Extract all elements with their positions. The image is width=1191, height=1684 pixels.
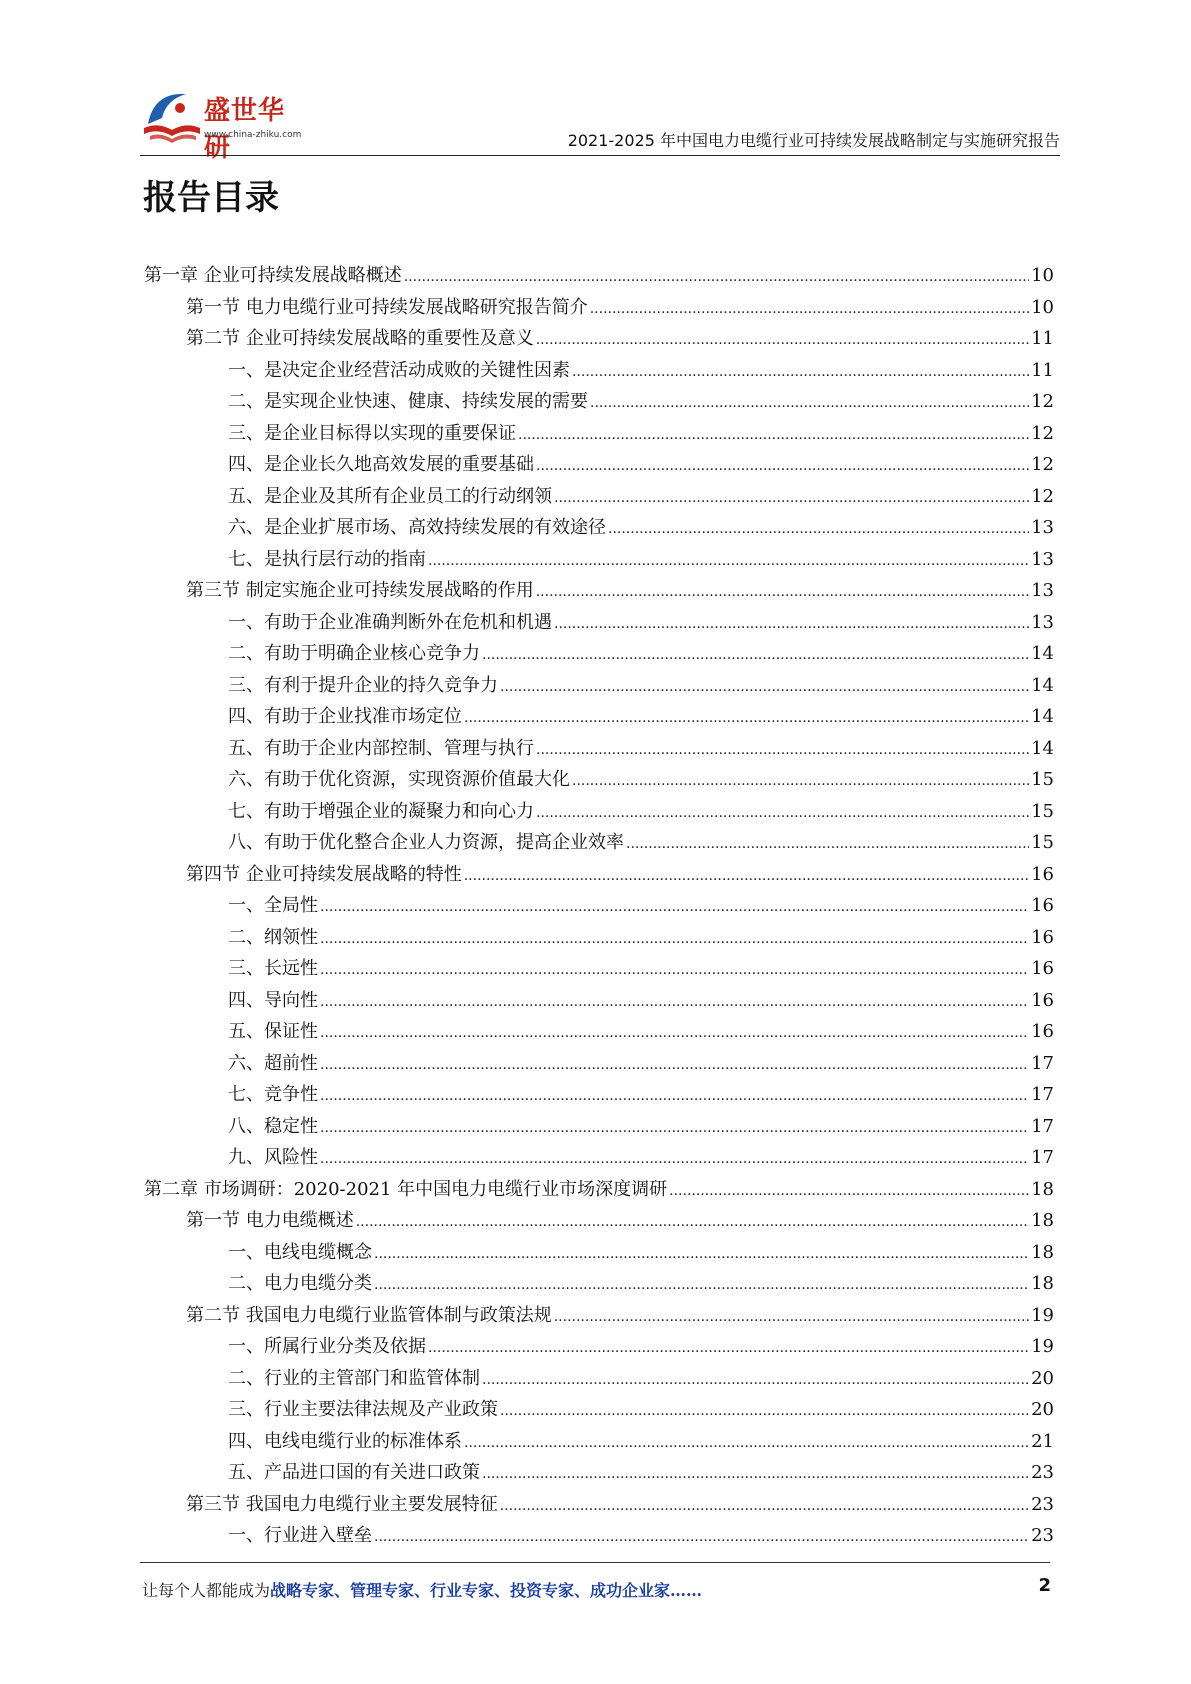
toc-dot-leader [428,1333,1029,1365]
toc-dot-leader [428,546,1029,578]
toc-dot-leader [482,1459,1029,1491]
toc-entry-title: 五、有助于企业内部控制、管理与执行 [228,737,534,759]
toc-entry-page: 23 [1031,1493,1054,1515]
toc-dot-leader [590,388,1029,420]
toc-entry-page: 11 [1031,328,1054,349]
toc-entry[interactable] [144,1205,1054,1237]
toc-entry-page: 20 [1031,1399,1054,1420]
toc-entry[interactable] [144,1111,1054,1143]
toc-entry-page: 13 [1031,548,1054,570]
toc-entry-page: 16 [1031,989,1054,1011]
brand-url: www.china-zhiku.com [204,130,302,140]
toc-entry-title: 七、是执行层行动的指南 [228,548,426,570]
toc-entry-title: 一、电线电缆概念 [228,1241,372,1263]
toc-entry-title: 一、所属行业分类及依据 [228,1336,426,1357]
page-header [140,78,1060,163]
toc-entry[interactable] [144,1363,1054,1395]
toc-entry-title: 二、纲领性 [228,926,318,948]
toc-entry[interactable] [144,1457,1054,1489]
toc-dot-leader [320,892,1029,924]
toc-entry-title: 八、稳定性 [228,1115,318,1137]
toc-entry[interactable] [144,1048,1054,1080]
toc-dot-leader [669,1176,1029,1208]
toc-entry[interactable] [144,260,1054,292]
toc-entry-title: 第二章 市场调研：2020-2021 年中国电力电缆行业市场深度调研 [144,1178,668,1200]
toc-entry-title: 第二节 企业可持续发展战略的重要性及意义 [186,328,534,349]
toc-entry-page: 23 [1031,1525,1054,1546]
toc-dot-leader [482,1365,1029,1397]
toc-dot-leader [500,1396,1029,1428]
toc-entry-page: 16 [1031,863,1054,885]
toc-entry-title: 八、有助于优化整合企业人力资源，提高企业效率 [228,832,624,853]
toc-entry-page: 19 [1031,1336,1054,1357]
toc-entry-title: 一、行业进入壁垒 [228,1525,372,1546]
toc-entry-page: 23 [1031,1462,1054,1483]
toc-entry-page: 18 [1031,1178,1054,1200]
toc-entry[interactable] [144,1520,1054,1552]
toc-dot-leader [464,703,1029,735]
toc-entry-title: 六、有助于优化资源，实现资源价值最大化 [228,769,570,790]
toc-dot-leader [404,262,1029,294]
book-swoosh-logo-icon [140,84,204,148]
toc-entry[interactable] [144,1331,1054,1363]
toc-entry-title: 六、是企业扩展市场、高效持续发展的有效途径 [228,517,606,538]
toc-dot-leader [554,483,1029,515]
toc-entry-title: 一、有助于企业准确判断外在危机和机遇 [228,611,552,633]
toc-dot-leader [464,1428,1029,1460]
toc-entry-page: 19 [1031,1304,1054,1326]
toc-dot-leader [608,514,1029,546]
page-number: 2 [1038,1575,1051,1596]
toc-entry[interactable] [144,481,1054,513]
report-title: 2021-2025 年中国电力电缆行业可持续发展战略制定与实施研究报告 [567,131,1060,150]
toc-entry[interactable] [144,701,1054,733]
toc-entry[interactable] [144,386,1054,418]
toc-dot-leader [536,451,1029,483]
toc-entry[interactable] [144,670,1054,702]
toc-dot-leader [320,955,1029,987]
toc-entry-page: 14 [1031,643,1054,664]
toc-dot-leader [320,1018,1029,1050]
toc-entry[interactable] [144,764,1054,796]
toc-entry-page: 10 [1031,265,1054,286]
toc-entry-title: 三、行业主要法律法规及产业政策 [228,1399,498,1420]
toc-entry-title: 二、是实现企业快速、健康、持续发展的需要 [228,391,588,412]
toc-entry-page: 15 [1031,832,1054,853]
toc-entry-page: 17 [1031,1052,1054,1074]
toc-dot-leader [374,1239,1029,1271]
toc-entry-title: 第二节 我国电力电缆行业监管体制与政策法规 [186,1304,552,1326]
toc-entry-title: 第三节 我国电力电缆行业主要发展特征 [186,1493,498,1515]
toc-dot-leader [320,987,1029,1019]
toc-entry-page: 12 [1031,485,1054,507]
page-title: 报告目录 [143,178,279,218]
toc-dot-leader [536,325,1029,357]
toc-entry[interactable] [144,1394,1054,1426]
toc-entry[interactable] [144,1016,1054,1048]
toc-entry-page: 12 [1031,454,1054,475]
toc-entry-title: 七、有助于增强企业的凝聚力和向心力 [228,800,534,822]
toc-dot-leader [554,609,1029,641]
toc-entry[interactable] [144,607,1054,639]
toc-dot-leader [536,577,1029,609]
toc-entry[interactable] [144,638,1054,670]
toc-entry[interactable] [144,544,1054,576]
toc-dot-leader [500,672,1029,704]
toc-entry-page: 20 [1031,1367,1054,1389]
toc-entry-title: 五、保证性 [228,1021,318,1042]
toc-entry-page: 13 [1031,517,1054,538]
toc-entry[interactable] [144,1300,1054,1332]
toc-entry-title: 五、是企业及其所有企业员工的行动纲领 [228,485,552,507]
toc-entry-title: 第一节 电力电缆行业可持续发展战略研究报告简介 [186,296,588,318]
toc-dot-leader [536,798,1029,830]
toc-dot-leader [320,1050,1029,1082]
toc-entry-title: 三、有利于提升企业的持久竞争力 [228,674,498,696]
toc-entry-page: 11 [1031,359,1054,381]
toc-entry-page: 15 [1031,800,1054,822]
toc-entry-page: 16 [1031,958,1054,979]
toc-dot-leader [500,1491,1029,1523]
toc-entry-title: 四、有助于企业找准市场定位 [228,706,462,727]
toc-dot-leader [374,1522,1029,1554]
toc-dot-leader [482,640,1029,672]
toc-entry-title: 二、电力电缆分类 [228,1273,372,1294]
toc-entry-title: 四、是企业长久地高效发展的重要基础 [228,454,534,475]
toc-entry[interactable] [144,827,1054,859]
toc-entry-title: 三、是企业目标得以实现的重要保证 [228,422,516,444]
toc-dot-leader [320,1113,1029,1145]
toc-entry-page: 17 [1031,1147,1054,1168]
toc-entry[interactable] [144,1489,1054,1521]
toc-entry-page: 18 [1031,1241,1054,1263]
toc-entry-title: 二、有助于明确企业核心竞争力 [228,643,480,664]
toc-entry[interactable] [144,1237,1054,1269]
toc-entry-page: 21 [1031,1430,1054,1452]
slogan-prefix: 让每个人都能成为 [142,1581,271,1600]
toc-entry[interactable] [144,575,1054,607]
toc-entry[interactable] [144,355,1054,387]
toc-entry-page: 13 [1031,580,1054,601]
toc-entry[interactable] [144,1142,1054,1174]
toc-entry-title: 三、长远性 [228,958,318,979]
toc-entry-title: 第一节 电力电缆概述 [186,1210,354,1231]
toc-entry-title: 第一章 企业可持续发展战略概述 [144,265,402,286]
toc-entry-page: 16 [1031,1021,1054,1042]
toc-entry-page: 15 [1031,769,1054,790]
brand-logo [140,84,310,163]
toc-entry-title: 第三节 制定实施企业可持续发展战略的作用 [186,580,534,601]
toc-entry-page: 18 [1031,1273,1054,1294]
toc-entry-title: 一、是决定企业经营活动成败的关键性因素 [228,359,570,381]
toc-entry[interactable] [144,323,1054,355]
toc-entry[interactable] [144,1079,1054,1111]
toc-dot-leader [536,735,1029,767]
toc-entry[interactable] [144,1426,1054,1458]
toc-entry-title: 七、竞争性 [228,1084,318,1105]
header-divider [140,155,1060,156]
footer-divider [140,1562,1050,1563]
toc-dot-leader [626,829,1029,861]
toc-dot-leader [464,861,1029,893]
toc-dot-leader [374,1270,1029,1302]
toc-entry-page: 14 [1031,706,1054,727]
footer-slogan [142,1578,702,1601]
toc-entry-title: 第四节 企业可持续发展战略的特性 [186,863,462,885]
toc-dot-leader [320,1144,1029,1176]
toc-dot-leader [320,1081,1029,1113]
toc-entry[interactable] [144,985,1054,1017]
toc-entry-page: 12 [1031,422,1054,444]
toc-entry[interactable] [144,922,1054,954]
toc-entry[interactable] [144,953,1054,985]
toc-entry-page: 13 [1031,611,1054,633]
toc-entry-title: 九、风险性 [228,1147,318,1168]
toc-dot-leader [590,294,1029,326]
toc-entry-title: 六、超前性 [228,1052,318,1074]
toc-entry[interactable] [144,449,1054,481]
toc-entry-page: 14 [1031,737,1054,759]
toc-entry-title: 四、导向性 [228,989,318,1011]
brand-name: 盛世华研 [204,96,286,163]
toc-dot-leader [572,357,1029,389]
toc-entry[interactable] [144,733,1054,765]
toc-dot-leader [572,766,1029,798]
toc-entry[interactable] [144,292,1054,324]
toc-dot-leader [320,924,1029,956]
toc-dot-leader [518,420,1029,452]
toc-entry-title: 五、产品进口国的有关进口政策 [228,1462,480,1483]
toc-entry[interactable] [144,859,1054,891]
toc-entry[interactable] [144,418,1054,450]
toc-entry-page: 14 [1031,674,1054,696]
toc-entry[interactable] [144,512,1054,544]
toc-entry-title: 一、全局性 [228,895,318,916]
toc-entry-title: 四、电线电缆行业的标准体系 [228,1430,462,1452]
toc-entry-page: 17 [1031,1115,1054,1137]
toc-entry[interactable] [144,1268,1054,1300]
toc-entry[interactable] [144,796,1054,828]
toc-dot-leader [356,1207,1029,1239]
toc-entry-page: 18 [1031,1210,1054,1231]
toc-entry-page: 10 [1031,296,1054,318]
table-of-contents [144,260,1054,1552]
slogan-accent: 战略专家、管理专家、行业专家、投资专家、成功企业家…… [270,1581,703,1600]
toc-entry-title: 二、行业的主管部门和监管体制 [228,1367,480,1389]
toc-entry[interactable] [144,890,1054,922]
toc-entry-page: 16 [1031,895,1054,916]
toc-dot-leader [554,1302,1029,1334]
toc-entry[interactable] [144,1174,1054,1206]
toc-entry-page: 16 [1031,926,1054,948]
toc-entry-page: 17 [1031,1084,1054,1105]
toc-entry-page: 12 [1031,391,1054,412]
